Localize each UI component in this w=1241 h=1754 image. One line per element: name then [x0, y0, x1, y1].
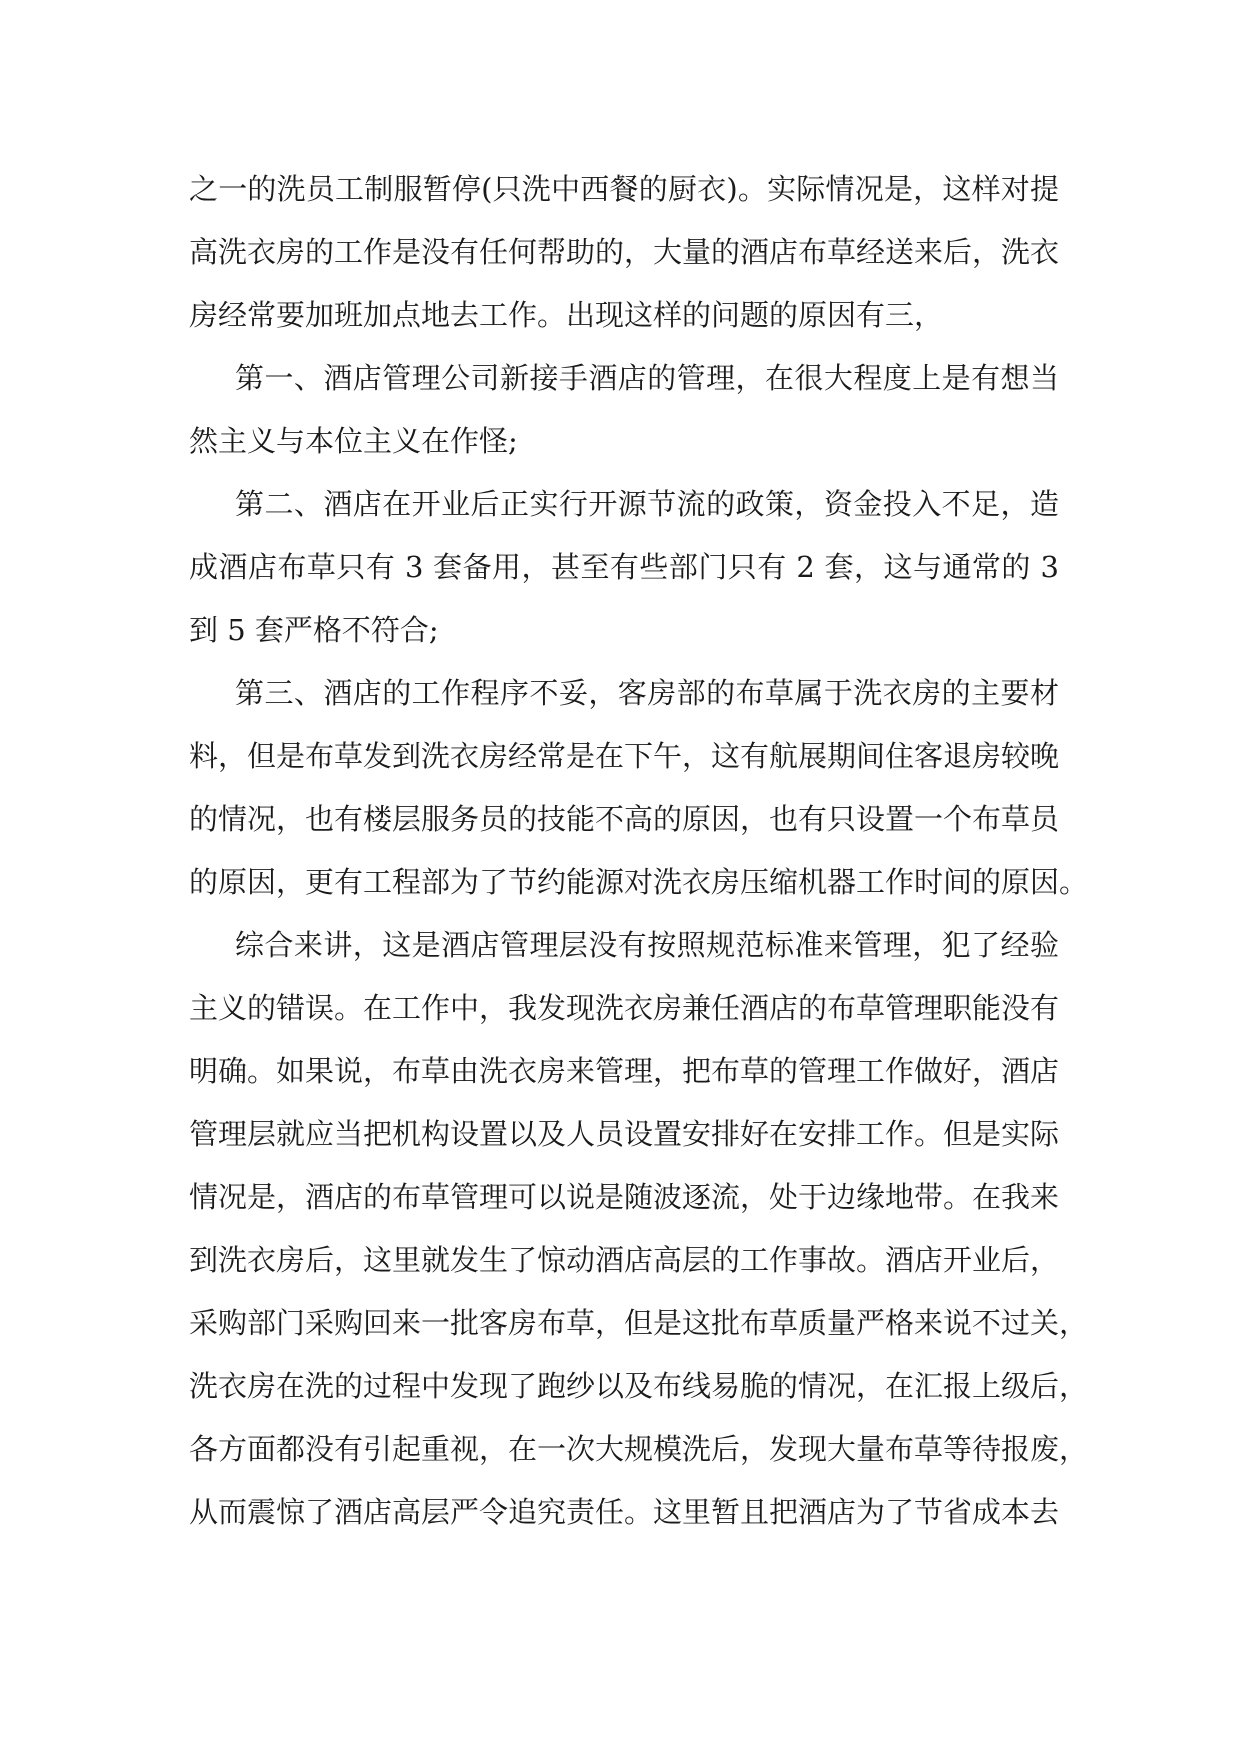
- text-line: 然主义与本位主义在作怪;: [189, 424, 518, 458]
- text-line: 之一的洗员工制服暂停(只洗中西餐的厨衣)。实际情况是，这样对提: [189, 172, 1059, 206]
- text-line: 第一、酒店管理公司新接手酒店的管理，在很大程度上是有想当: [235, 361, 1059, 395]
- text-line: 明确。如果说，布草由洗衣房来管理，把布草的管理工作做好，酒店: [189, 1054, 1060, 1088]
- text-line: 洗衣房在洗的过程中发现了跑纱以及布线易脆的情况，在汇报上级后，: [189, 1369, 1089, 1403]
- text-line: 第二、酒店在开业后正实行开源节流的政策，资金投入不足，造: [235, 487, 1059, 521]
- text-line: 到 5 套严格不符合;: [189, 613, 439, 647]
- text-line: 情况是，酒店的布草管理可以说是随波逐流，处于边缘地带。在我来: [189, 1180, 1060, 1214]
- text-line: 料，但是布草发到洗衣房经常是在下午，这有航展期间住客退房较晚: [189, 739, 1060, 773]
- text-line: 高洗衣房的工作是没有任何帮助的，大量的酒店布草经送来后，洗衣: [189, 235, 1060, 269]
- text-line: 从而震惊了酒店高层严令追究责任。这里暂且把酒店为了节省成本去: [189, 1495, 1060, 1529]
- text-line: 的原因，更有工程部为了节约能源对洗衣房压缩机器工作时间的原因。: [189, 865, 1089, 899]
- text-line: 成酒店布草只有 3 套备用，甚至有些部门只有 2 套，这与通常的 3: [189, 550, 1059, 584]
- text-line: 的情况，也有楼层服务员的技能不高的原因，也有只设置一个布草员: [189, 802, 1060, 836]
- text-line: 房经常要加班加点地去工作。出现这样的问题的原因有三，: [189, 298, 944, 332]
- document-body: [189, 158, 1089, 1544]
- text-line: 主义的错误。在工作中，我发现洗衣房兼任酒店的布草管理职能没有: [189, 991, 1060, 1025]
- text-line: 各方面都没有引起重视，在一次大规模洗后，发现大量布草等待报废，: [189, 1432, 1089, 1466]
- text-line: 第三、酒店的工作程序不妥，客房部的布草属于洗衣房的主要材: [235, 676, 1059, 710]
- text-line: 综合来讲，这是酒店管理层没有按照规范标准来管理，犯了经验: [235, 928, 1059, 962]
- text-line: 管理层就应当把机构设置以及人员设置安排好在安排工作。但是实际: [189, 1117, 1060, 1151]
- text-line: 到洗衣房后，这里就发生了惊动酒店高层的工作事故。酒店开业后，: [189, 1243, 1060, 1277]
- text-line: 采购部门采购回来一批客房布草，但是这批布草质量严格来说不过关，: [189, 1306, 1089, 1340]
